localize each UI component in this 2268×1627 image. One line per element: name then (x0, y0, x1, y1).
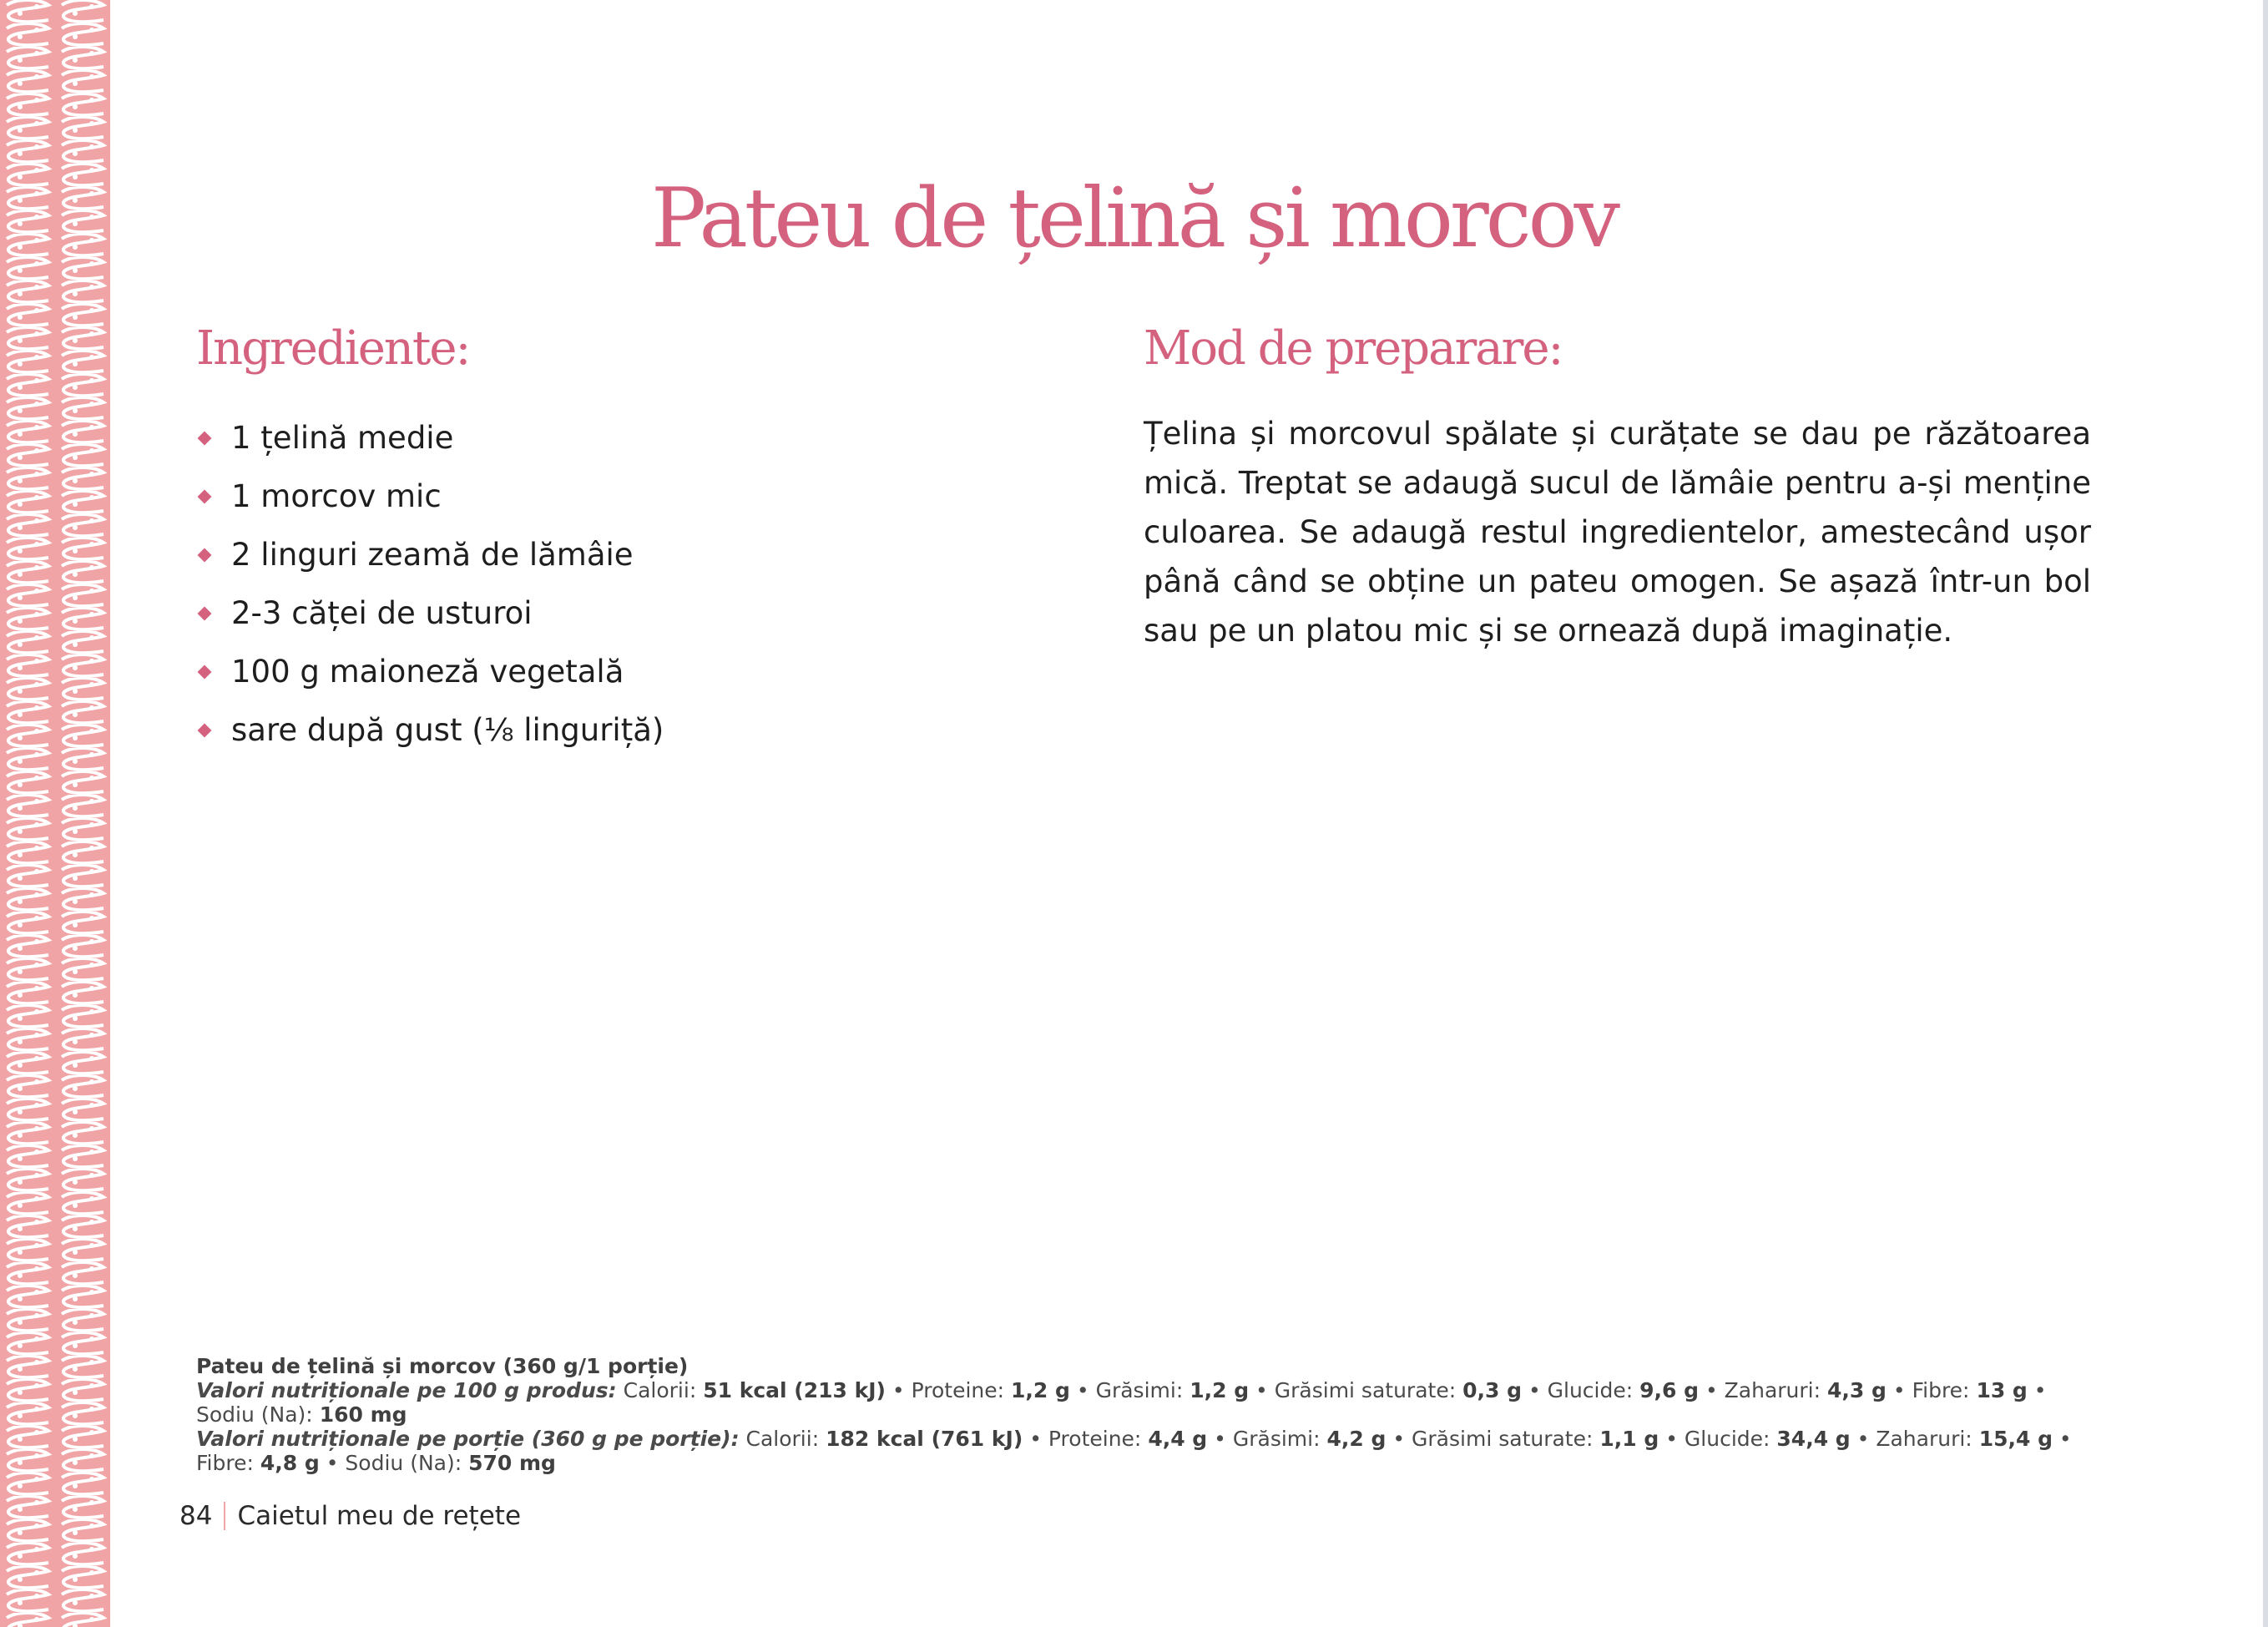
list-item (196, 701, 664, 760)
page-number: 84 (179, 1501, 213, 1531)
value: 4,4 g (1148, 1427, 1208, 1451)
label: Fibre: (1912, 1378, 1970, 1402)
book-title: Caietul meu de rețete (237, 1501, 522, 1531)
ingredients-heading: Ingrediente: (196, 321, 470, 376)
label: Zaharuri: (1876, 1427, 1973, 1451)
label: Grăsimi saturate: (1274, 1378, 1457, 1402)
value: 4,2 g (1326, 1427, 1387, 1451)
nutrition-per-100g: Valori nutriționale pe 100 g produs: Calorii: 51 kcal (213 kJ) • Proteine: 1,2 g • Grăsimi: 1,2 g • Grăsimi saturate: 0,3 g • Glucide: 9,6 g • Zaharuri: 4,3 g • Fibre: 13 g • Sodiu (Na): 160 mg (196, 1378, 2047, 1427)
label: Sodiu (Na): (345, 1451, 462, 1475)
label: Proteine: (1048, 1427, 1142, 1451)
list-item (196, 643, 664, 701)
diamond-bullet-icon (198, 490, 212, 504)
value: 4,3 g (1827, 1378, 1887, 1402)
value: 4,8 g (260, 1451, 320, 1475)
value: 182 kcal (761 kJ) (826, 1427, 1023, 1451)
value: 0,3 g (1462, 1378, 1522, 1402)
ingredient-text: sare după gust (⅛ linguriță) (231, 712, 664, 748)
value: 15,4 g (1978, 1427, 2053, 1451)
label: Proteine: (911, 1378, 1005, 1402)
list-item (196, 526, 664, 584)
nutrition-per-portion: Valori nutriționale pe porție (360 g pe porție): Calorii: 182 kcal (761 kJ) • Proteine: 4,4 g • Grăsimi: 4,2 g • Grăsimi saturate: 1,1 g • Glucide: 34,4 g • Zaharuri: 15,4 g • Fibre: 4,8 g • Sodiu (Na): 570 mg (196, 1427, 2072, 1475)
ingredient-text: 2 linguri zeamă de lămâie (231, 537, 634, 573)
label: Calorii: (623, 1378, 697, 1402)
diamond-bullet-icon (198, 665, 212, 680)
value: 160 mg (319, 1402, 407, 1427)
diamond-bullet-icon (198, 724, 212, 738)
ingredient-text: 1 țelină medie (231, 420, 454, 456)
value: 1,2 g (1190, 1378, 1250, 1402)
list-item (196, 584, 664, 643)
value: 51 kcal (213 kJ) (703, 1378, 886, 1402)
label: Glucide: (1684, 1427, 1770, 1451)
ingredient-text: 2-3 căței de usturoi (231, 595, 533, 631)
label: Glucide: (1547, 1378, 1634, 1402)
label: Fibre: (196, 1451, 254, 1475)
ingredients-list (196, 409, 664, 760)
diamond-bullet-icon (198, 432, 212, 446)
value: 13 g (1976, 1378, 2028, 1402)
label: Grăsimi: (1095, 1378, 1184, 1402)
value: 570 mg (468, 1451, 556, 1475)
list-item (196, 467, 664, 526)
ingredient-text: 100 g maioneză vegetală (231, 654, 624, 690)
label: Calorii: (745, 1427, 820, 1451)
nutrition-title-text: Pateu de țelină și morcov (360 g/1 porție) (196, 1354, 689, 1378)
nutrition-title (196, 1354, 2108, 1378)
value: 1,2 g (1011, 1378, 1070, 1402)
method-heading: Mod de preparare: (1144, 321, 1563, 376)
recipe-title: Pateu de țelină și morcov (650, 171, 1618, 266)
page-footer (179, 1501, 521, 1531)
footer-divider (224, 1502, 225, 1530)
diamond-bullet-icon (198, 607, 212, 621)
label: Sodiu (Na): (196, 1402, 313, 1427)
label: Zaharuri: (1724, 1378, 1821, 1402)
label: Grăsimi saturate: (1412, 1427, 1594, 1451)
label: Grăsimi: (1232, 1427, 1321, 1451)
value: 9,6 g (1639, 1378, 1700, 1402)
method-text: Țelina și morcovul spălate și curățate se dau pe răzătoarea mică. Treptat se adaugă sucul de lămâie pentru a-și menține culoarea. Se adaugă restul ingredientelor, amestecând ușor până când se obține un pateu omogen. Se așază într-un bol sau pe un platou mic și se ornează după imaginație. (1144, 416, 2091, 649)
per-portion-label: Valori nutriționale pe porție (360 g pe porție): (196, 1427, 740, 1451)
value: 1,1 g (1599, 1427, 1659, 1451)
value: 34,4 g (1776, 1427, 1851, 1451)
per100-label: Valori nutriționale pe 100 g produs: (196, 1378, 617, 1402)
list-item (196, 409, 664, 467)
ingredient-text: 1 morcov mic (231, 478, 442, 514)
diamond-bullet-icon (198, 548, 212, 563)
nutrition-info (196, 1354, 2108, 1475)
